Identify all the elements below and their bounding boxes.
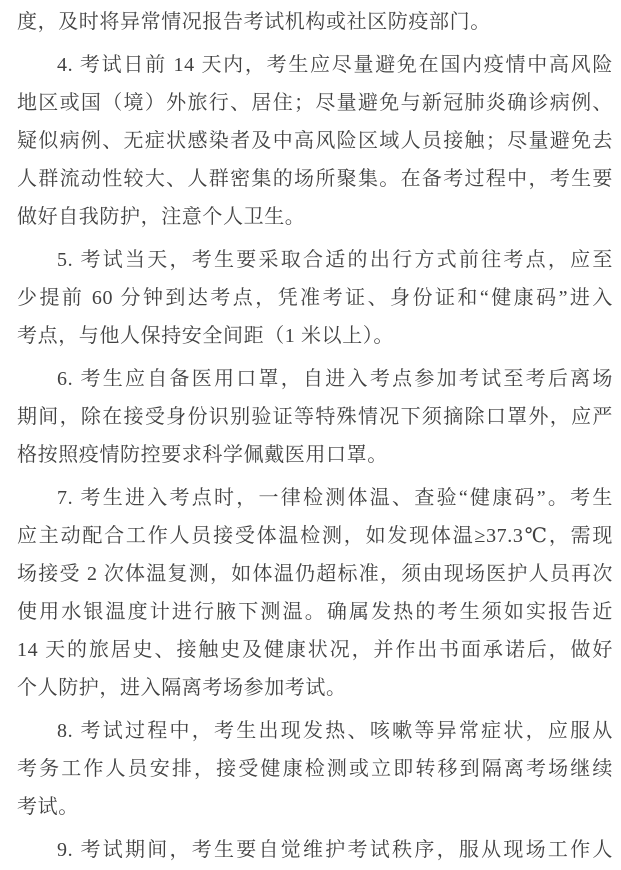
- text-line: 考点，与他人保持安全间距（1 米以上）。: [17, 325, 394, 347]
- text-line: 9. 考试期间，考生要自觉维护考试秩序，服从现场工作人: [57, 839, 613, 861]
- text-line: 个人防护，进入隔离考场参加考试。: [17, 677, 347, 699]
- text-line: 人群流动性较大、人群密集的场所聚集。在备考过程中，考生要: [17, 168, 613, 190]
- text-line: 少提前 60 分钟到达考点，凭准考证、身份证和“健康码”进入: [17, 287, 613, 309]
- text-line: 5. 考试当天，考生要采取合适的出行方式前往考点，应至: [57, 249, 613, 271]
- text-line: 8. 考试过程中，考生出现发热、咳嗽等异常症状，应服从: [57, 720, 613, 742]
- text-line: 4. 考试日前 14 天内，考生应尽量避免在国内疫情中高风险: [57, 54, 613, 76]
- text-line: 做好自我防护，注意个人卫生。: [17, 206, 306, 228]
- text-line: 7. 考生进入考点时，一律检测体温、查验“健康码”。考生: [57, 487, 613, 509]
- text-line: 考试。: [17, 796, 79, 818]
- text-line: 场接受 2 次体温复测，如体温仍超标准，须由现场医护人员再次: [17, 563, 613, 585]
- text-line: 疑似病例、无症状感染者及中高风险区域人员接触；尽量避免去: [17, 130, 613, 152]
- text-line: 格按照疫情防控要求科学佩戴医用口罩。: [17, 444, 388, 466]
- document-lines: [17, 3, 613, 869]
- text-line: 6. 考生应自备医用口罩，自进入考点参加考试至考后离场: [57, 368, 613, 390]
- text-line: 期间，除在接受身份识别验证等特殊情况下须摘除口罩外，应严: [17, 406, 613, 428]
- text-line: 使用水银温度计进行腋下测温。确属发热的考生须如实报告近: [17, 601, 613, 623]
- text-line: 14 天的旅居史、接触史及健康状况，并作出书面承诺后，做好: [17, 639, 613, 661]
- text-line: 地区或国（境）外旅行、居住；尽量避免与新冠肺炎确诊病例、: [17, 92, 613, 114]
- text-line: 考务工作人员安排，接受健康检测或立即转移到隔离考场继续: [17, 758, 613, 780]
- text-line: 应主动配合工作人员接受体温检测，如发现体温≥37.3℃，需现: [17, 525, 613, 547]
- text-line: 度，及时将异常情况报告考试机构或社区防疫部门。: [17, 11, 491, 33]
